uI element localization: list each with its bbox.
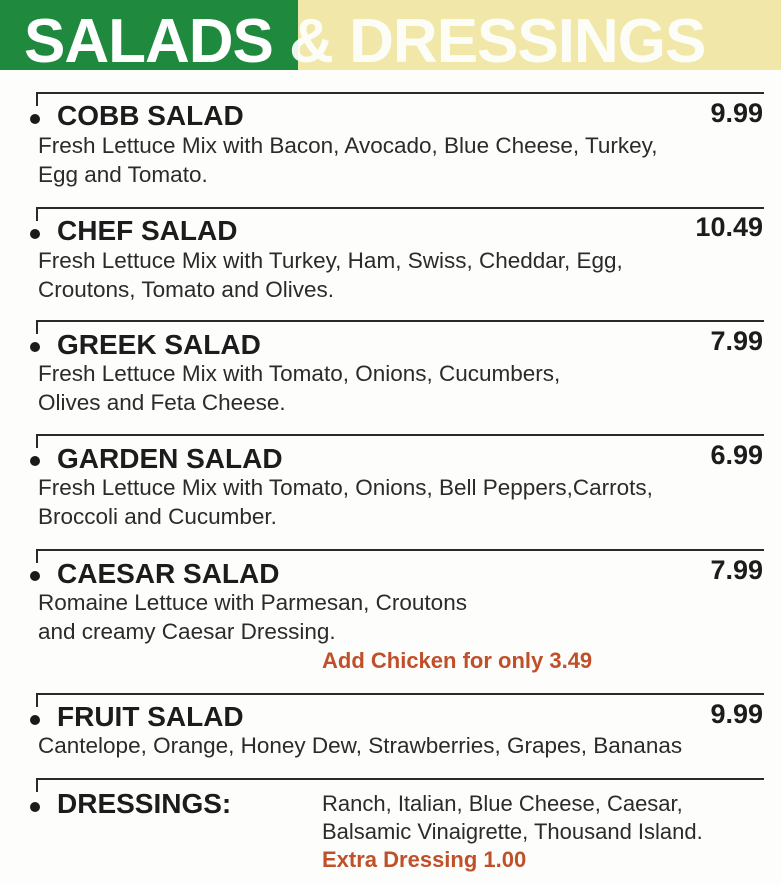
item-name: GREEK SALAD: [57, 329, 261, 360]
item-price: 7.99: [710, 555, 763, 585]
item-desc-line1: Fresh Lettuce Mix with Tomato, Onions, Bell Peppers,Carrots,: [38, 475, 653, 500]
divider-tick: [36, 778, 38, 792]
item-name: COBB SALAD: [57, 100, 244, 131]
menu-header: [0, 0, 781, 70]
divider-tick: [36, 549, 38, 563]
item-name: GARDEN SALAD: [57, 443, 283, 474]
item-desc-line1: Fresh Lettuce Mix with Tomato, Onions, Cucumbers,: [38, 361, 561, 386]
dressings-list-line1: Ranch, Italian, Blue Cheese, Caesar,: [322, 791, 683, 816]
bullet-icon: [30, 229, 40, 239]
divider-tick: [36, 92, 38, 106]
menu-title-part2: & DRESSINGS: [289, 7, 706, 70]
divider: [36, 778, 764, 780]
divider: [36, 549, 764, 551]
item-desc-line2: Croutons, Tomato and Olives.: [38, 277, 334, 302]
item-desc-line1: Fresh Lettuce Mix with Turkey, Ham, Swiss, Cheddar, Egg,: [38, 248, 623, 273]
item-price: 6.99: [710, 440, 763, 470]
item-desc-line2: Broccoli and Cucumber.: [38, 504, 277, 529]
extra-dressing-note: Extra Dressing 1.00: [322, 847, 527, 872]
divider-tick: [36, 693, 38, 707]
item-price: 9.99: [710, 98, 763, 128]
item-desc-line1: Fresh Lettuce Mix with Bacon, Avocado, Blue Cheese, Turkey,: [38, 133, 658, 158]
bullet-icon: [30, 342, 40, 352]
divider-tick: [36, 434, 38, 448]
divider: [36, 320, 764, 322]
item-desc-line2: Olives and Feta Cheese.: [38, 390, 286, 415]
divider: [36, 693, 764, 695]
divider-tick: [36, 207, 38, 221]
item-price: 10.49: [695, 212, 763, 242]
item-desc-line2: Egg and Tomato.: [38, 162, 208, 187]
item-desc-line1: Romaine Lettuce with Parmesan, Croutons: [38, 590, 467, 615]
bullet-icon: [30, 571, 40, 581]
item-name: CHEF SALAD: [57, 215, 238, 246]
divider: [36, 92, 764, 94]
bullet-icon: [30, 802, 40, 812]
add-chicken-note: Add Chicken for only 3.49: [322, 648, 593, 673]
divider: [36, 434, 764, 436]
item-desc-line2: and creamy Caesar Dressing.: [38, 619, 336, 644]
item-desc-line1: Cantelope, Orange, Honey Dew, Strawberries, Grapes, Bananas: [38, 733, 683, 758]
bullet-icon: [30, 114, 40, 124]
dressings-label: DRESSINGS:: [57, 788, 232, 819]
divider-tick: [36, 320, 38, 334]
menu-title: [24, 7, 706, 70]
item-price: 7.99: [710, 326, 763, 356]
divider: [36, 207, 764, 209]
bullet-icon: [30, 456, 40, 466]
item-price: 9.99: [710, 699, 763, 729]
menu-title-part1: SALADS: [24, 7, 273, 70]
item-name: FRUIT SALAD: [57, 701, 244, 732]
item-name: CAESAR SALAD: [57, 558, 280, 589]
dressings-list-line2: Balsamic Vinaigrette, Thousand Island.: [322, 819, 703, 844]
bullet-icon: [30, 715, 40, 725]
